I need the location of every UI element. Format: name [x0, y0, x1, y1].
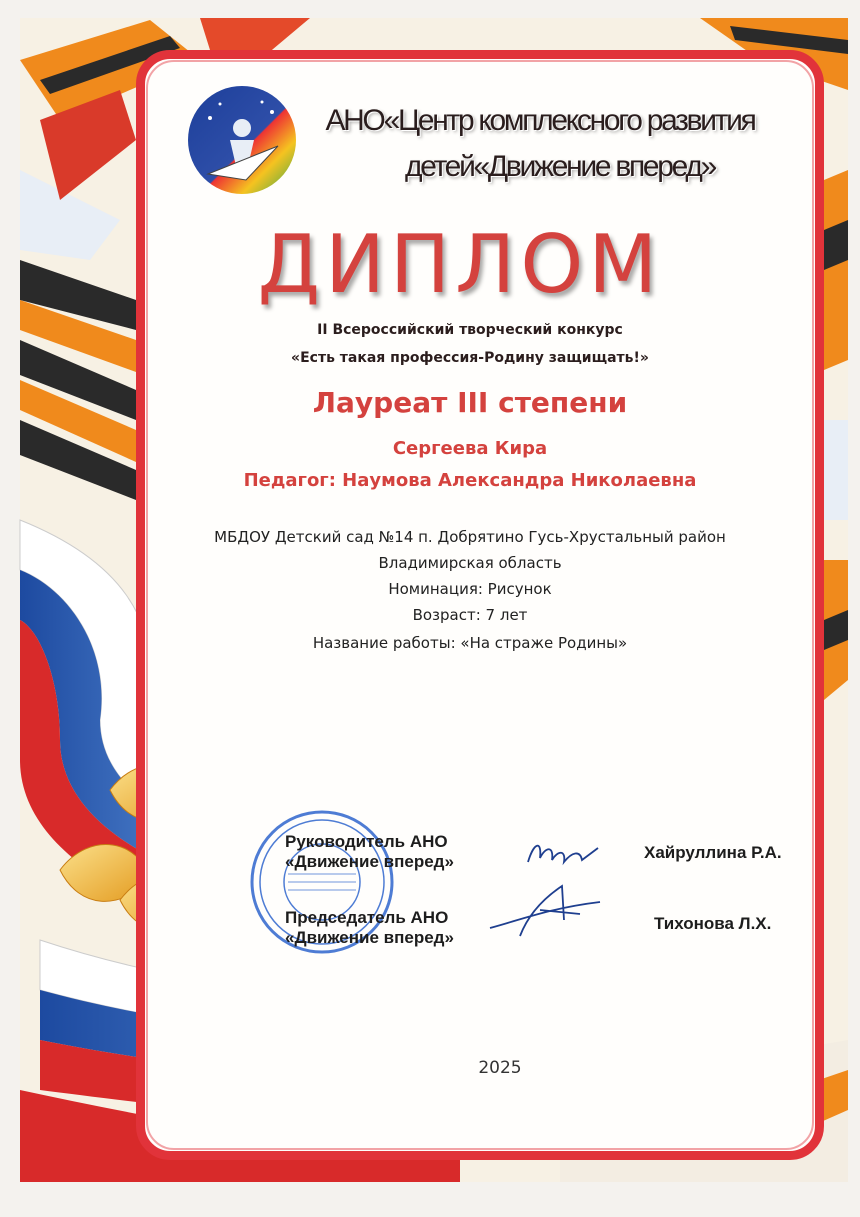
participant-name: Сергеева Кира — [392, 438, 548, 459]
head-name: Хайруллина Р.А. — [644, 843, 782, 862]
head-role-line1: Руководитель АНО — [285, 832, 448, 851]
contest-name-line2: «Есть такая профессия-Родину защищать!» — [291, 350, 649, 366]
chair-signature — [480, 880, 610, 940]
award-degree: Лауреат III степени — [312, 386, 628, 419]
head-role — [285, 832, 454, 872]
age: Возраст: 7 лет — [412, 606, 528, 624]
contest-name-line1: II Всероссийский творческий конкурс — [317, 322, 623, 338]
organization-logo — [186, 84, 298, 196]
teacher-name: Педагог: Наумова Александра Николаевна — [243, 470, 697, 491]
head-role-line2: «Движение вперед» — [285, 852, 454, 871]
institution: МБДОУ Детский сад №14 п. Добрятино Гусь-Хрустальный район — [214, 528, 726, 546]
year: 2025 — [478, 1058, 522, 1078]
chair-role-line2: «Движение вперед» — [285, 928, 454, 947]
organization-name-line1: АНО«Центр комплексного развития — [325, 104, 755, 137]
diploma-title: ДИПЛОМ — [257, 218, 663, 311]
work-title: Название работы: «На страже Родины» — [312, 634, 628, 652]
region: Владимирская область — [378, 554, 562, 572]
chair-name: Тихонова Л.Х. — [654, 914, 772, 933]
organization-name-line2: детей«Движение вперед» — [404, 150, 715, 183]
chair-role — [285, 908, 454, 948]
nomination: Номинация: Рисунок — [388, 580, 552, 598]
head-signature — [520, 832, 610, 876]
chair-role-line1: Председатель АНО — [285, 908, 449, 927]
